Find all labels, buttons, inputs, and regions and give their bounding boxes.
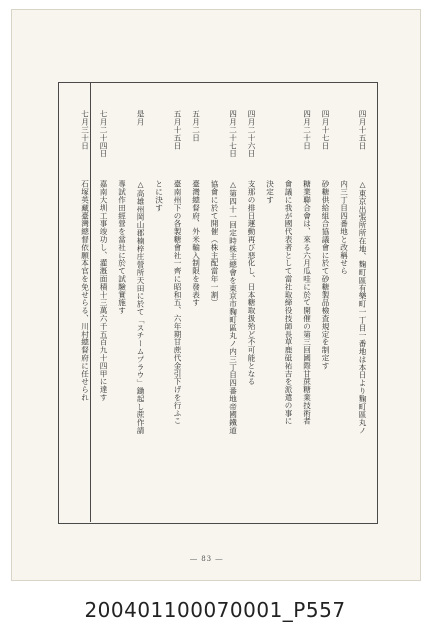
entry-text: 會議に我が國代表者として當社取締役技師長草鹿砥祐吉を派遣の事に xyxy=(284,180,293,425)
entry-date: 是月 xyxy=(136,110,145,126)
entry-text: 專試作田經營を當社に於て試驗實施す xyxy=(117,180,127,315)
entry-date: 五月十五日 xyxy=(173,110,182,150)
entry-date: 四月二十六日 xyxy=(247,110,256,158)
entry-text: 嘉南大圳工事竣功し、灌漑面積十三萬六千五百九十四甲に達す xyxy=(99,180,108,402)
entry-date: 七月三十日 xyxy=(80,110,90,150)
entry-text: 臺南州下の各製糖會社一齊に昭和五、六年期甘蔗代金引下げを行ふこ xyxy=(173,180,182,425)
entry-date: 四月十七日 xyxy=(321,110,330,150)
entry-text: 支那の排日運動再び惡化し、日本糖取扱殆ど不可能となる xyxy=(247,180,256,386)
entry-date: 四月二十日 xyxy=(302,110,312,150)
page-number: ― 83 ― xyxy=(190,555,224,563)
entry-date: 四月二十七日 xyxy=(228,110,238,158)
entry-text: 内三丁目四番地と改稱せら xyxy=(339,180,349,275)
image-caption: 200401100070001_P557 xyxy=(84,598,346,622)
entry-text: △東京出張所所在地、麴町區有樂町一丁目一番地は本日より麴町區丸ノ xyxy=(358,180,367,435)
entry-date: 四月十五日 xyxy=(358,110,367,150)
entry-text: 石塚英藏臺灣總督依願本官を免せらる、川村總督府に任せられ xyxy=(80,180,90,402)
entry-date: 七月二十四日 xyxy=(99,110,108,158)
entry-text: △第四十一回定時株主總會を東京市麴町區丸ノ内三丁目四番地帝國鐵道 xyxy=(228,180,238,435)
entry-date: 五月二日 xyxy=(191,110,201,142)
entry-text: △高雄州岡山郡楠梓庄營所天田に於て「スチームプラウ」鋤起し蔗作請 xyxy=(136,180,145,435)
entry-text: 決定す xyxy=(265,180,275,204)
entry-text: とに決す xyxy=(154,180,164,212)
entry-text: 協會に於て開催（株主配當年一割） xyxy=(210,180,219,307)
entry-text: 糖業聯合會は、來る六月瓜哇に於て開催の第三回國際甘蔗糖業技術者 xyxy=(302,180,312,425)
entry-text: 砂糖供給組合協議會に於て砂糖製品檢査規定を制定す xyxy=(321,180,330,370)
entry-text: 臺灣總督府、外米輸入制限を發表す xyxy=(191,180,201,307)
